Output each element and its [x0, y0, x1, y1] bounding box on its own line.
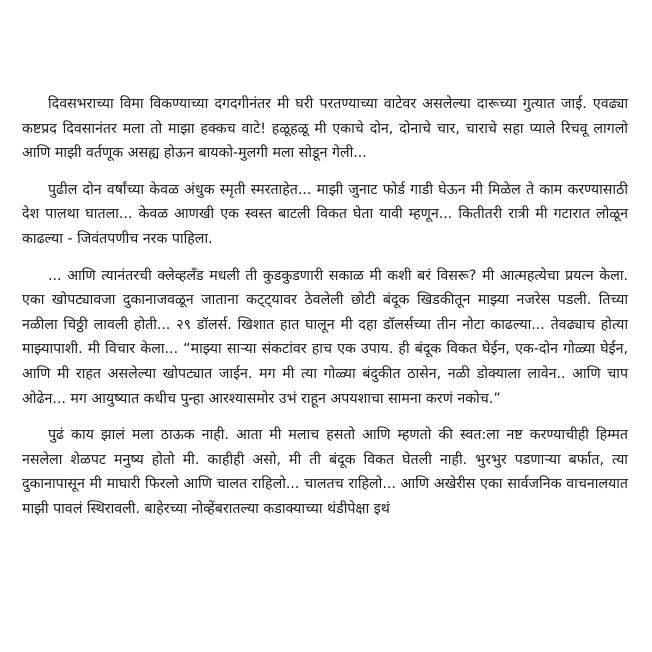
paragraph-4: पुढं काय झालं मला ठाऊक नाही. आता मी मलाच हसतो आणि म्हणतो की स्वत:ला नष्ट करण्याचीही हिम्मत नसलेला शेळपट मनुष्य होतो मी. काहीही असो, मी ती बंदूक विकत घेतली नाही. भुरभुर पडणाऱ्या बर्फात, त्या दुकानापासून मी माघारी फिरलो आणि चालत राहिलो... चालतच राहिलो... आणि अखेरीस एका सार्वजनिक वाचनालयात माझी पावलं स्थिरावली. बाहेरच्या नोव्हेंबरातल्या कडाक्याच्या थंडीपेक्षा इथं — [22, 427, 628, 517]
body-text — [22, 92, 628, 522]
paragraph-3: ... आणि त्यानंतरची क्लेव्हलँड मधली ती कुडकुडणारी सकाळ मी कशी बरं विसरू? मी आत्महत्येचा प्रयत्न केला. एका खोपट्यावजा दुकानाजवळून जाताना कट्ट्यावर ठेवलेली छोटी बंदूक खिडकीतून माझ्या नजरेस पडली. तिच्या नळीला चिठ्ठी लावली होती... २९ डॉलर्स. खिशात हात घालून मी दहा डॉलर्सच्या तीन नोटा काढल्या... तेवढ्याच होत्या माझ्यापाशी. मी विचार केला... “माझ्या साऱ्या संकटांवर हाच एक उपाय. ही बंदूक विकत घेईन, एक-दोन गोळ्या घेईन, आणि मी राहत असलेल्या खोपट्यात जाईन. मग मी त्या गोळ्या बंदुकीत ठासेन, नळी डोक्याला लावेन.. आणि चाप ओढेन... मग आयुष्यात कधीच पुन्हा आरश्यासमोर उभं राहून अपयशाचा सामना करणं नकोच.” — [22, 267, 628, 407]
paragraph-1: दिवसभराच्या विमा विकण्याच्या दगदगीनंतर मी घरी परतण्याच्या वाटेवर असलेल्या दारूच्या गुत्यात जाई. एवढ्या कष्टप्रद दिवसानंतर मला तो माझा हक्कच वाटे! हळूहळू मी एकाचे दोन, दोनाचे चार, चाराचे सहा प्याले रिचवू लागलो आणि माझी वर्तणूक असह्य होऊन बायको-मुलगी मला सोडून गेली... — [22, 96, 628, 162]
paragraph-2: पुढील दोन वर्षांच्या केवळ अंधुक स्मृती स्मरताहेत... माझी जुनाट फोर्ड गाडी घेऊन मी मिळेल ते काम करण्यासाठी देश पालथा घातला... केवळ आणखी एक स्वस्त बाटली विकत घेता यावी म्हणून... कितीतरी रात्री मी गटारात लोळून काढल्या - जिवंतपणीच नरक पाहिला. — [22, 181, 628, 247]
